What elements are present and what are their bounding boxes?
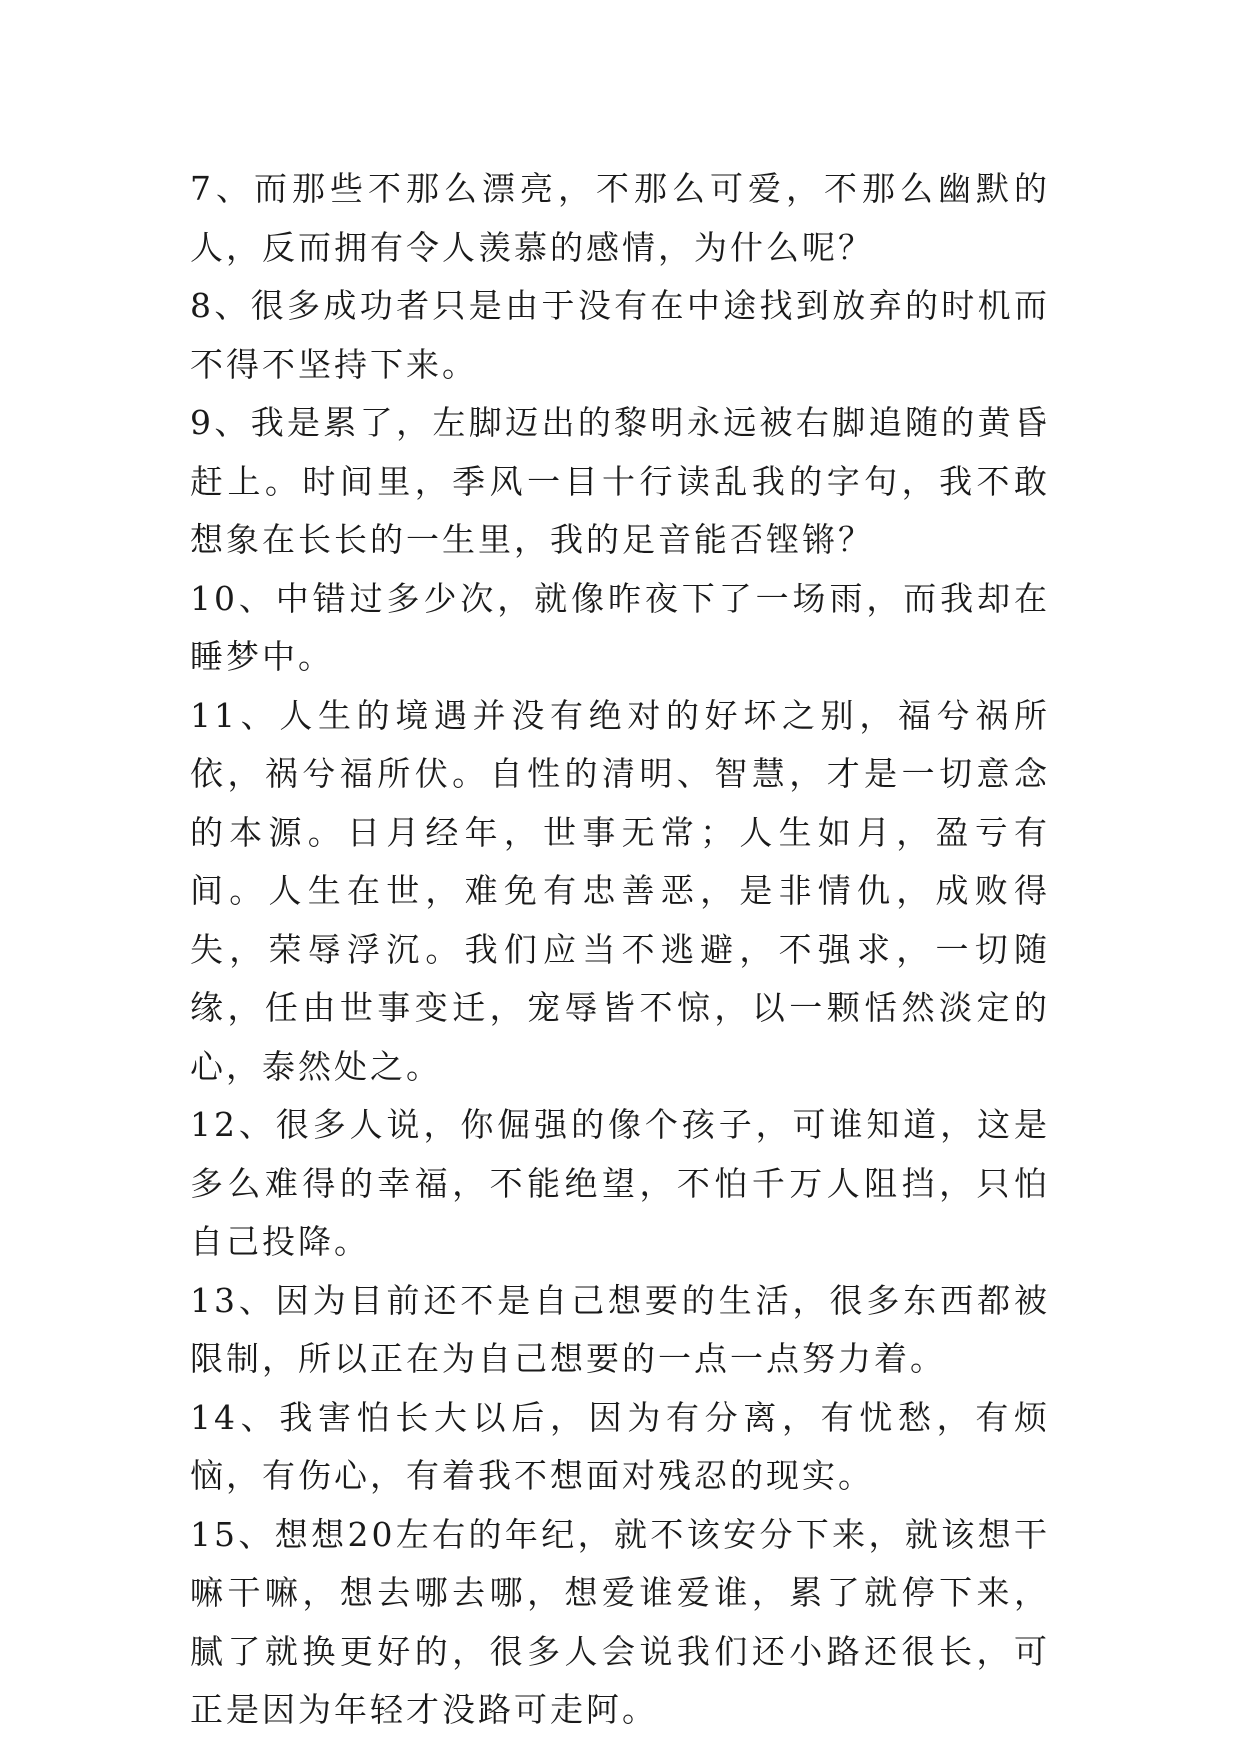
document-body bbox=[190, 160, 1050, 1740]
paragraph-13: 13、因为目前还不是自己想要的生活，很多东西都被限制，所以正在为自己想要的一点一点努力着。 bbox=[190, 1280, 1050, 1378]
paragraph-8: 8、很多成功者只是由于没有在中途找到放弃的时机而不得不坚持下来。 bbox=[190, 286, 1050, 384]
paragraph-10: 10、中错过多少次，就像昨夜下了一场雨，而我却在睡梦中。 bbox=[190, 578, 1050, 676]
paragraph-9: 9、我是累了，左脚迈出的黎明永远被右脚追随的黄昏赶上。时间里，季风一目十行读乱我的字句，我不敢想象在长长的一生里，我的足音能否铿锵？ bbox=[190, 403, 1050, 559]
paragraph-11: 11、人生的境遇并没有绝对的好坏之别，福兮祸所依，祸兮福所伏。自性的清明、智慧，才是一切意念的本源。日月经年，世事无常；人生如月，盈亏有间。人生在世，难免有忠善恶，是非情仇，成败得失，荣辱浮沉。我们应当不逃避，不强求，一切随缘，任由世事变迁，宠辱皆不惊，以一颗恬然淡定的心，泰然处之。 bbox=[190, 695, 1050, 1086]
paragraph-12: 12、很多人说，你倔强的像个孩子，可谁知道，这是多么难得的幸福，不能绝望，不怕千万人阻挡，只怕自己投降。 bbox=[190, 1105, 1050, 1261]
paragraph-15: 15、想想20左右的年纪，就不该安分下来，就该想干嘛干嘛，想去哪去哪，想爱谁爱谁，累了就停下来，腻了就换更好的，很多人会说我们还小路还很长，可正是因为年轻才没路可走阿。 bbox=[190, 1514, 1050, 1729]
paragraph-14: 14、我害怕长大以后，因为有分离，有忧愁，有烦恼，有伤心，有着我不想面对残忍的现实。 bbox=[190, 1397, 1050, 1495]
paragraph-7: 7、而那些不那么漂亮，不那么可爱，不那么幽默的人，反而拥有令人羡慕的感情，为什么呢？ bbox=[190, 169, 1050, 267]
